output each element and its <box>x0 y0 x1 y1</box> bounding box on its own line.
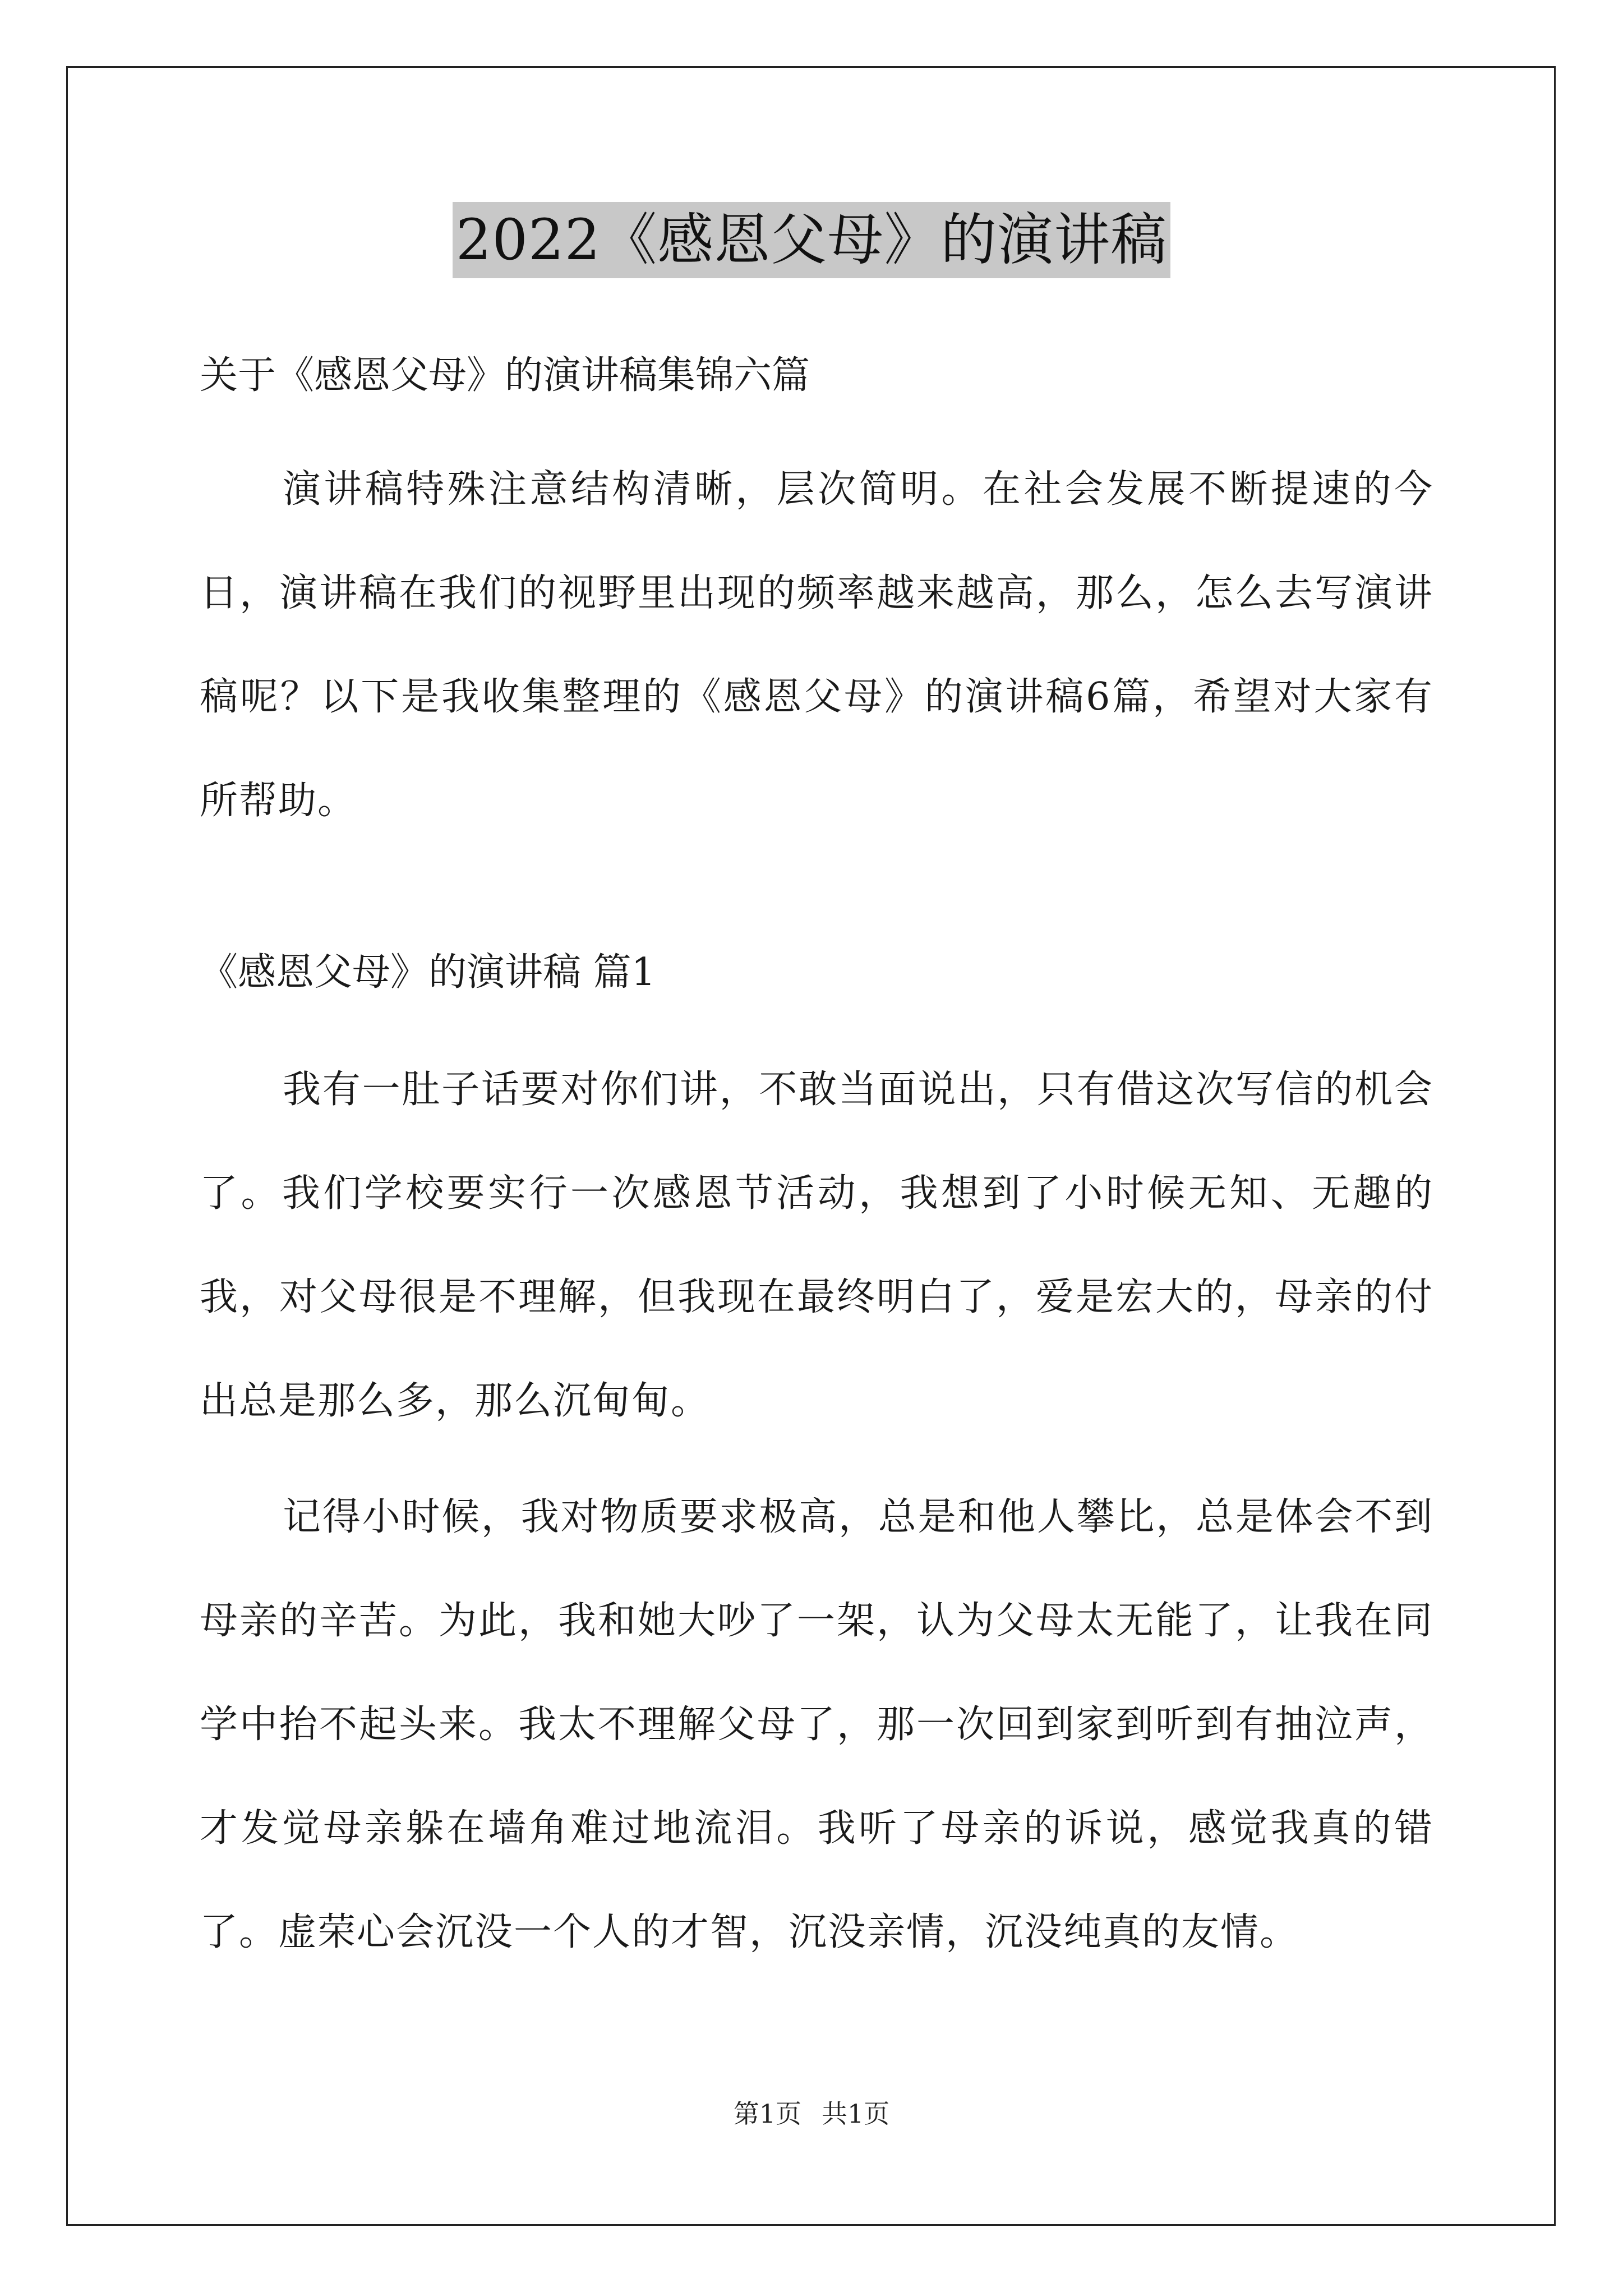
page-total: 共1页 <box>822 2099 890 2129</box>
document-title: 2022《感恩父母》的演讲稿 <box>453 202 1171 278</box>
document-subtitle: 关于《感恩父母》的演讲稿集锦六篇 <box>200 353 810 398</box>
body-paragraph: 我有一肚子话要对你们讲，不敢当面说出，只有借这次写信的机会了。我们学校要实行一次感恩节活动，我想到了小时候无知、无趣的我，对父母很是不理解，但我现在最终明白了，爱是宏大的，母亲的付出总是那么多，那么沉甸甸。 <box>200 1068 1433 1423</box>
section-heading: 《感恩父母》的演讲稿 篇1 <box>200 950 656 995</box>
page-number: 第1页 <box>733 2099 801 2129</box>
title-container <box>0 202 1623 278</box>
page-footer <box>0 2097 1623 2131</box>
intro-paragraph: 演讲稿特殊注意结构清晰，层次简明。在社会发展不断提速的今日，演讲稿在我们的视野里出现的频率越来越高，那么，怎么去写演讲稿呢？以下是我收集整理的《感恩父母》的演讲稿6篇，希望对大家有所帮助。 <box>200 467 1433 823</box>
body-paragraph: 记得小时候，我对物质要求极高，总是和他人攀比，总是体会不到母亲的辛苦。为此，我和她大吵了一架，认为父母太无能了，让我在同学中抬不起头来。我太不理解父母了，那一次回到家到听到有抽泣声，才发觉母亲躲在墙角难过地流泪。我听了母亲的诉说，感觉我真的错了。虚荣心会沉没一个人的才智，沉没亲情，沉没纯真的友情。 <box>200 1495 1433 1954</box>
